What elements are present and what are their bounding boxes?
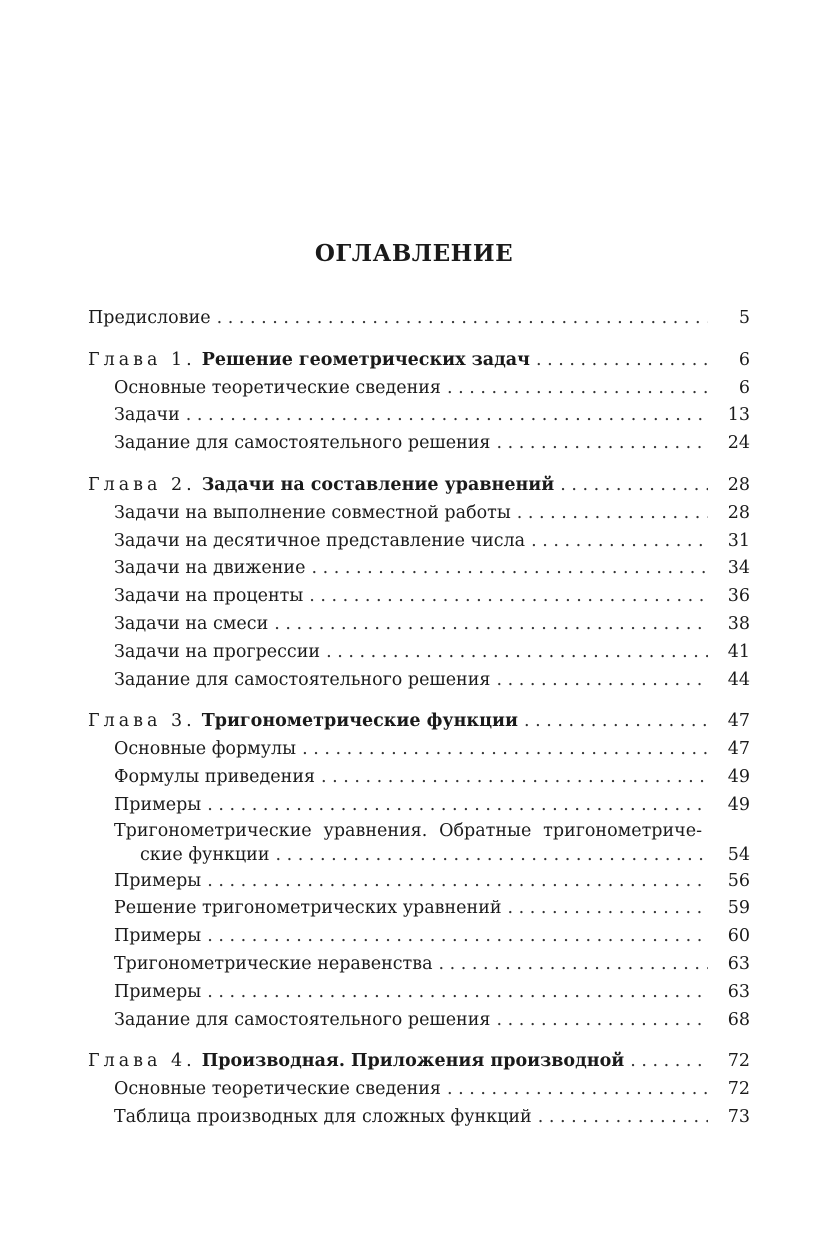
toc-page-number: 28 xyxy=(727,474,750,495)
toc-entry[interactable] xyxy=(88,1104,750,1132)
toc-label-line2: ские функции xyxy=(140,844,270,865)
toc-page-number: 6 xyxy=(738,377,750,398)
dot-leader xyxy=(207,868,708,896)
toc-page-number: 41 xyxy=(727,641,750,662)
toc-page-number: 24 xyxy=(727,433,750,454)
dot-leader xyxy=(517,500,708,528)
toc-page-number: 49 xyxy=(727,766,750,787)
chapter-prefix: Глава 1. xyxy=(88,349,196,370)
toc-entry[interactable] xyxy=(88,1076,750,1104)
toc-label: Задание для самостоятельного решения xyxy=(114,433,491,454)
dot-leader xyxy=(321,764,708,792)
toc-page-number: 6 xyxy=(738,349,750,370)
toc-page-number: 38 xyxy=(727,613,750,634)
toc-page-number: 34 xyxy=(727,558,750,579)
dot-leader xyxy=(524,708,708,736)
toc-entry[interactable] xyxy=(88,583,750,611)
dot-leader xyxy=(531,528,708,556)
dot-leader xyxy=(560,472,708,500)
toc-chapter-2[interactable] xyxy=(88,472,750,500)
chapter-title: Производная. Приложения производной xyxy=(201,1051,625,1072)
toc-chapter-3[interactable] xyxy=(88,708,750,736)
dot-leader xyxy=(538,1104,708,1132)
toc-page-number: 49 xyxy=(727,794,750,815)
toc-entry-multiline[interactable] xyxy=(88,820,750,868)
page-title: ОГЛАВЛЕНИЕ xyxy=(314,240,514,267)
dot-leader xyxy=(447,375,708,403)
dot-leader xyxy=(302,736,708,764)
toc-page-number: 72 xyxy=(727,1051,750,1072)
toc-page-number: 63 xyxy=(727,981,750,1002)
toc-page-number: 31 xyxy=(727,530,750,551)
toc-page-number: 47 xyxy=(727,711,750,732)
dot-leader xyxy=(439,951,708,979)
toc-label: Задание для самостоятельного решения xyxy=(114,669,491,690)
toc-label: Примеры xyxy=(114,981,202,1002)
dot-leader xyxy=(309,583,708,611)
dot-leader xyxy=(207,923,708,951)
chapter-title: Задачи на составление уравнений xyxy=(201,474,555,495)
toc-label: Таблица производных для сложных функций xyxy=(114,1106,532,1127)
toc-page-number: 36 xyxy=(727,586,750,607)
toc-chapter-1[interactable] xyxy=(88,347,750,375)
toc-label: Формулы приведения xyxy=(114,766,316,787)
toc-page-number: 47 xyxy=(727,739,750,760)
dot-leader xyxy=(536,347,708,375)
toc-entry[interactable] xyxy=(88,764,750,792)
toc-page-number: 5 xyxy=(738,308,750,328)
toc-page-number: 63 xyxy=(727,953,750,974)
toc-label: Задачи на смеси xyxy=(114,613,269,634)
toc-label: Предисловие xyxy=(88,308,211,328)
chapter-title: Решение геометрических задач xyxy=(201,349,530,370)
toc-label: Примеры xyxy=(114,794,202,815)
toc-label: Основные теоретические сведения xyxy=(114,377,441,398)
toc-page-number: 59 xyxy=(727,898,750,919)
dot-leader xyxy=(217,305,708,333)
dot-leader xyxy=(447,1076,708,1104)
toc-page-number: 54 xyxy=(727,844,750,865)
toc-label: Основные формулы xyxy=(114,739,297,760)
dot-leader xyxy=(276,842,709,868)
toc-entry[interactable] xyxy=(88,868,750,896)
toc-page-number: 44 xyxy=(727,669,750,690)
toc-entry[interactable] xyxy=(88,979,750,1007)
dot-leader xyxy=(207,792,708,820)
toc-page-number: 73 xyxy=(727,1106,750,1127)
toc-entry[interactable] xyxy=(88,402,750,430)
dot-leader xyxy=(326,639,708,667)
toc-entry[interactable] xyxy=(88,736,750,764)
dot-leader xyxy=(496,430,708,458)
dot-leader xyxy=(496,667,708,695)
dot-leader xyxy=(207,979,708,1007)
dot-leader xyxy=(630,1048,708,1076)
chapter-prefix: Глава 4. xyxy=(88,1051,196,1072)
chapter-prefix: Глава 3. xyxy=(88,711,196,732)
toc-entry[interactable] xyxy=(88,430,750,458)
toc-entry[interactable] xyxy=(88,500,750,528)
toc-chapter-4[interactable] xyxy=(88,1048,750,1076)
dot-leader xyxy=(508,895,708,923)
toc-label: Примеры xyxy=(114,870,202,891)
toc-entry[interactable] xyxy=(88,792,750,820)
dot-leader xyxy=(274,611,708,639)
chapter-prefix: Глава 2. xyxy=(88,474,196,495)
toc-entry[interactable] xyxy=(88,639,750,667)
toc-label: Решение тригонометрических уравнений xyxy=(114,898,502,919)
toc-page-number: 72 xyxy=(727,1079,750,1100)
toc-entry[interactable] xyxy=(88,667,750,695)
toc-page-number: 56 xyxy=(727,870,750,891)
dot-leader xyxy=(496,1007,708,1035)
toc-entry[interactable] xyxy=(88,923,750,951)
toc-label: Задачи на движение xyxy=(114,558,306,579)
toc-label-line1: Тригонометрические уравнения. Обратные тригонометриче- xyxy=(114,820,702,841)
toc-entry-preface[interactable] xyxy=(88,305,750,333)
toc-page-number: 68 xyxy=(727,1009,750,1030)
toc-entry[interactable] xyxy=(88,555,750,583)
toc-label: Задачи на проценты xyxy=(114,586,304,607)
toc-entry[interactable] xyxy=(88,611,750,639)
toc-page-number: 60 xyxy=(727,926,750,947)
toc-entry[interactable] xyxy=(88,1007,750,1035)
toc-label: Задачи на выполнение совместной работы xyxy=(114,502,511,523)
toc-label: Задание для самостоятельного решения xyxy=(114,1009,491,1030)
chapter-title: Тригонометрические функции xyxy=(201,711,518,732)
toc-entry[interactable] xyxy=(88,375,750,403)
toc-label: Задачи на прогрессии xyxy=(114,641,321,662)
toc-label: Примеры xyxy=(114,926,202,947)
toc-label: Тригонометрические неравенства xyxy=(114,953,433,974)
toc-entry[interactable] xyxy=(88,528,750,556)
toc-label: Основные теоретические сведения xyxy=(114,1079,441,1100)
toc-page-number: 13 xyxy=(727,405,750,426)
dot-leader xyxy=(311,555,708,583)
dot-leader xyxy=(186,402,708,430)
toc-label: Задачи xyxy=(114,405,180,426)
table-of-contents xyxy=(88,305,750,1132)
toc-entry[interactable] xyxy=(88,895,750,923)
toc-label: Задачи на десятичное представление числа xyxy=(114,530,526,551)
toc-page-number: 28 xyxy=(727,502,750,523)
toc-entry[interactable] xyxy=(88,951,750,979)
